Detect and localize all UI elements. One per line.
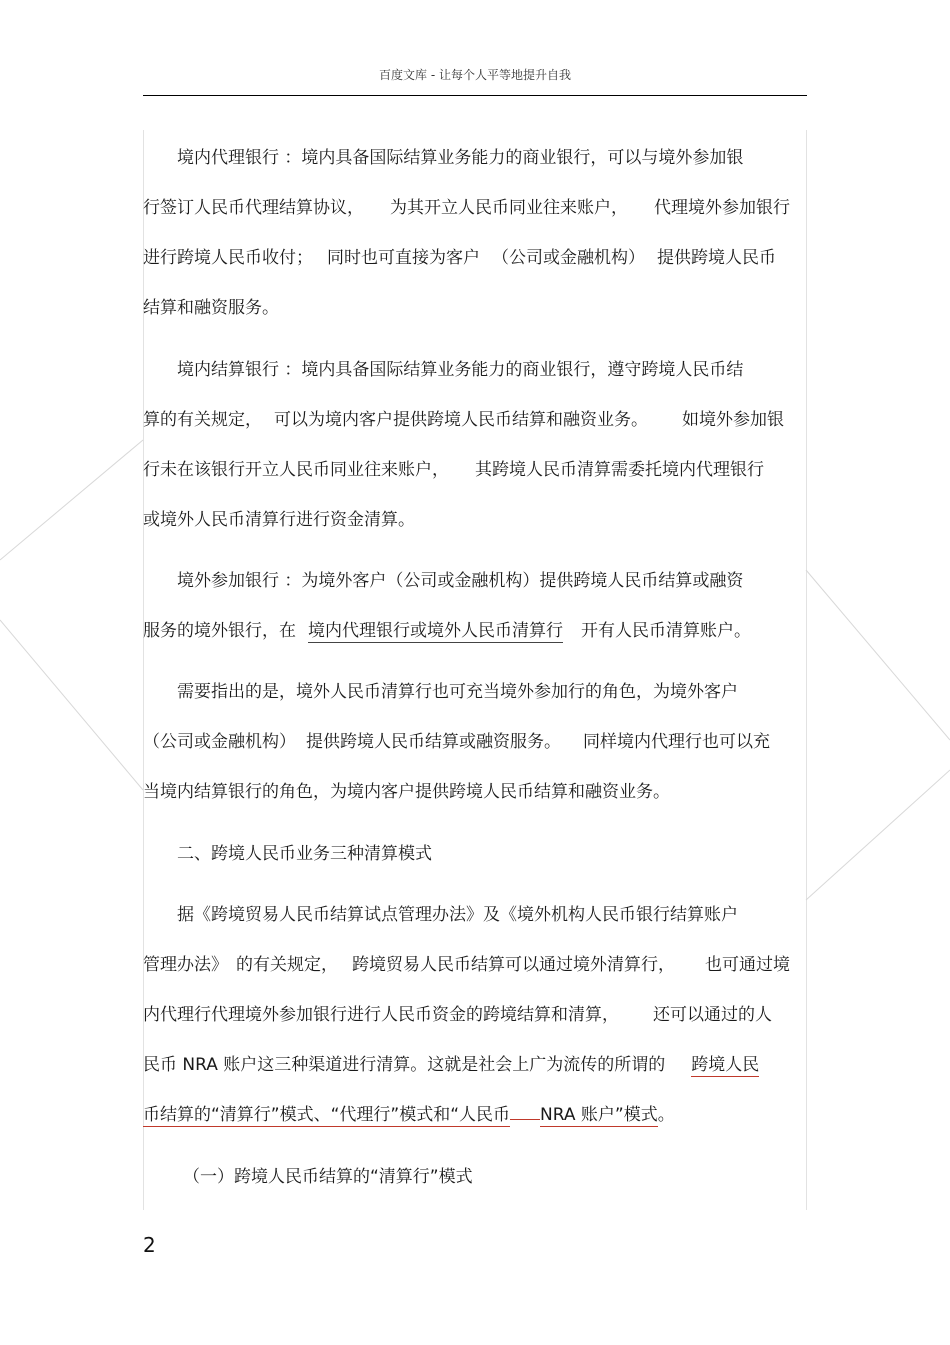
p3-l2-underlined: 境内代理银行或境外人民币清算行 xyxy=(308,621,563,641)
p1-line-2 xyxy=(143,183,807,233)
p5-l4-a: 民币 NRA 账户这三种渠道进行清算。这就是社会上广为流传的所谓的 xyxy=(143,1055,666,1075)
p4-line-2 xyxy=(143,717,807,767)
page-number: 2 xyxy=(143,1233,156,1257)
p4-l2-b: 提供跨境人民币结算或融资服务。 xyxy=(306,732,561,752)
p5-l3-a: 内代理行代理境外参加银行进行人民币资金的跨境结算和清算， xyxy=(143,1005,619,1025)
p5-l4-underlined: 跨境人民 xyxy=(691,1055,760,1075)
p2-line-2 xyxy=(143,395,807,445)
p2-l2-b: 可以为境内客户提供跨境人民币结算和融资业务。 xyxy=(274,410,648,430)
p5-l5-underlined-b: NRA 账户”模式 xyxy=(540,1105,658,1125)
p2-l2-c: 如境外参加银 xyxy=(682,410,784,430)
section-heading-2: 二、跨境人民币业务三种清算模式 xyxy=(177,844,432,864)
p5-l2-c: 跨境贸易人民币结算可以通过境外清算行， xyxy=(352,955,675,975)
p4-line-1: 需要指出的是，境外人民币清算行也可充当境外参加行的角色，为境外客户 xyxy=(177,682,738,702)
p4-line-3: 当境内结算银行的角色，为境内客户提供跨境人民币结算和融资业务。 xyxy=(143,782,670,802)
p5-line-1: 据《跨境贸易人民币结算试点管理办法》及《境外机构人民币银行结算账户 xyxy=(177,905,738,925)
p5-line-2 xyxy=(143,940,807,990)
p1-l3-a: 进行跨境人民币收付； xyxy=(143,248,313,268)
p2-l3-b: 其跨境人民币清算需委托境内代理银行 xyxy=(475,460,764,480)
page-header: 百度文库 - 让每个人平等地提升自我 xyxy=(379,68,571,82)
p1-l3-c: （公司或金融机构） xyxy=(492,248,645,268)
p1-l2-c: 代理境外参加银行 xyxy=(654,198,790,218)
p3-l2-a: 服务的境外银行，在 xyxy=(143,621,296,641)
p1-line-4: 结算和融资服务。 xyxy=(143,298,279,318)
p1-line-1: 境内代理银行 ：境内具备国际结算业务能力的商业银行，可以与境外参加银 xyxy=(177,148,744,168)
p5-l2-d: 也可通过境 xyxy=(705,955,790,975)
p4-l2-c: 同样境内代理行也可以充 xyxy=(583,732,770,752)
p1-l2-b: 为其开立人民币同业往来账户， xyxy=(390,198,628,218)
p3-l2-c: 开有人民币清算账户。 xyxy=(581,621,751,641)
p5-l3-b: 还可以通过的人 xyxy=(653,1005,772,1025)
p2-line-3 xyxy=(143,445,807,495)
p1-l2-a: 行签订人民币代理结算协议， xyxy=(143,198,364,218)
p3-line-1: 境外参加银行 ：为境外客户（公司或金融机构）提供跨境人民币结算或融资 xyxy=(177,571,744,591)
p3-line-2 xyxy=(143,606,807,656)
p5-l5-underlined-gap xyxy=(510,1118,540,1120)
section-heading-3: （一）跨境人民币结算的“清算行”模式 xyxy=(183,1167,473,1187)
p5-line-3 xyxy=(143,990,807,1040)
p1-l3-d: 提供跨境人民币 xyxy=(657,248,776,268)
p5-l2-a: 管理办法》 xyxy=(143,955,228,975)
p5-l5-c: 。 xyxy=(657,1105,675,1125)
header-divider xyxy=(143,95,807,96)
p5-line-4 xyxy=(143,1040,807,1090)
p5-line-5 xyxy=(143,1090,807,1140)
p2-line-4: 或境外人民币清算行进行资金清算。 xyxy=(143,510,415,530)
p2-l2-a: 算的有关规定， xyxy=(143,410,262,430)
p5-l5-underlined-a: 币结算的“清算行”模式、“代理行”模式和“人民币 xyxy=(143,1105,511,1125)
p1-l3-b: 同时也可直接为客户 xyxy=(327,248,480,268)
p4-l2-a: （公司或金融机构） xyxy=(143,732,296,752)
p5-l2-b: 的有关规定， xyxy=(236,955,338,975)
p1-line-3 xyxy=(143,233,807,283)
p2-line-1: 境内结算银行 ：境内具备国际结算业务能力的商业银行，遵守跨境人民币结 xyxy=(177,360,744,380)
p2-l3-a: 行未在该银行开立人民币同业往来账户， xyxy=(143,460,449,480)
